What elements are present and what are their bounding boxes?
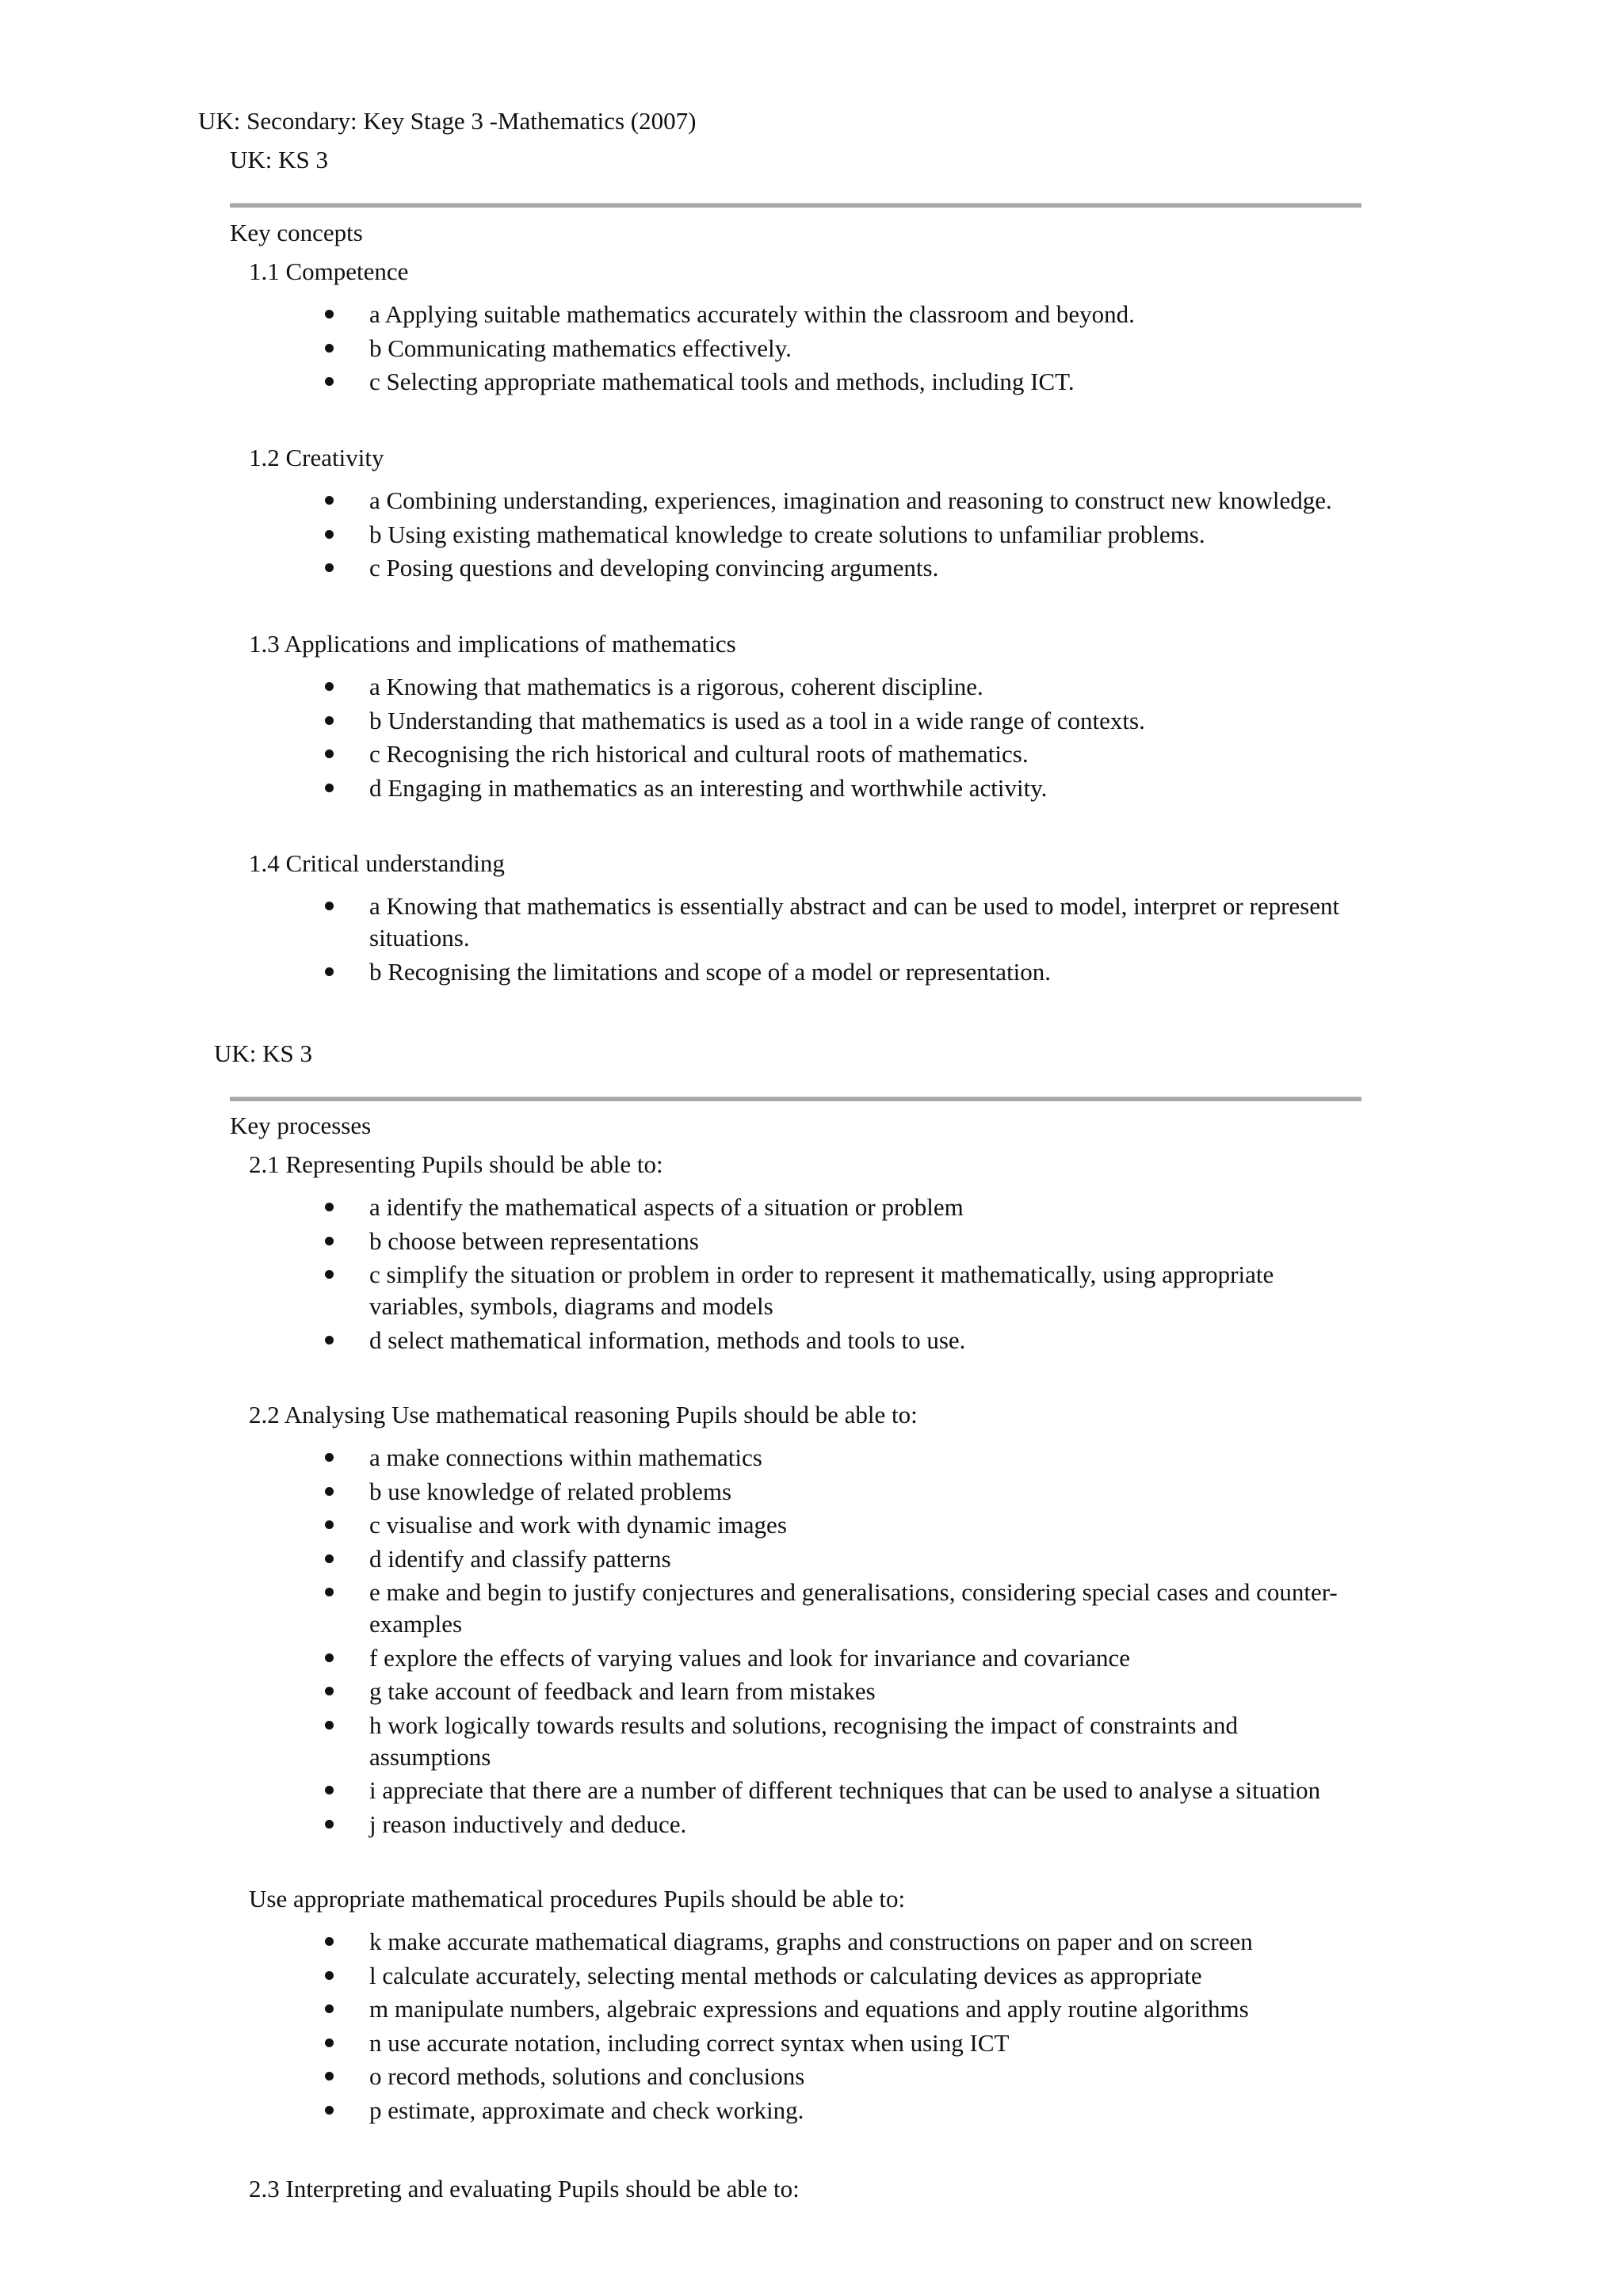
section-title: 1.2 Creativity xyxy=(249,444,384,471)
bullet-icon xyxy=(325,2106,334,2115)
section-title: 1.4 Critical understanding xyxy=(249,849,505,877)
list-item-text: b Recognising the limitations and scope of a model or representation. xyxy=(369,957,1052,986)
list-item-text: f explore the effects of varying values and look for invariance and covariance xyxy=(369,1643,1131,1672)
list-item-text: b use knowledge of related problems xyxy=(369,1477,732,1505)
bullet-icon xyxy=(325,716,334,725)
section-divider xyxy=(230,203,1361,208)
list-item-text: m manipulate numbers, algebraic expressions and equations and apply routine algorithms xyxy=(369,1995,1249,2023)
bullet-icon xyxy=(325,1203,334,1211)
bullet-icon xyxy=(325,1336,334,1344)
bullet-icon xyxy=(325,1653,334,1662)
list-item-text: b choose between representations xyxy=(369,1226,699,1255)
list-item-text: a make connections within mathematics xyxy=(369,1444,762,1471)
list-item-text: n use accurate notation, including correct syntax when using ICT xyxy=(369,2028,1010,2057)
bullet-icon xyxy=(325,1554,334,1563)
list-item-text: c Selecting appropriate mathematical tools and methods, including ICT. xyxy=(369,368,1075,395)
key-concepts-heading: Key concepts xyxy=(230,219,363,246)
bullet-icon xyxy=(325,1820,334,1829)
bullet-icon xyxy=(325,749,334,758)
key-processes-heading: Key processes xyxy=(230,1112,372,1139)
bullet-icon xyxy=(325,902,334,910)
list-item-text: i appreciate that there are a number of different techniques that can be used to analyse a situation xyxy=(369,1776,1321,1804)
list-item-text: a Applying suitable mathematics accurately within the classroom and beyond. xyxy=(369,300,1135,328)
list-item-text: c Posing questions and developing convincing arguments. xyxy=(369,554,939,582)
list-item-text: situations. xyxy=(369,924,470,952)
list-item-text: o record methods, solutions and conclusions xyxy=(369,2062,805,2090)
bullet-icon xyxy=(325,310,334,318)
bullet-icon xyxy=(325,1487,334,1496)
bullet-icon xyxy=(325,1520,334,1529)
list-item-text: b Communicating mathematics effectively. xyxy=(369,334,792,362)
bullet-icon xyxy=(325,1687,334,1695)
list-item-text: b Using existing mathematical knowledge to create solutions to unfamiliar problems. xyxy=(369,520,1205,548)
list-item-text: a Knowing that mathematics is essentially abstract and can be used to model, interpret or represent xyxy=(369,892,1340,920)
bullet-icon xyxy=(325,1588,334,1596)
bullet-icon xyxy=(325,496,334,505)
bullet-icon xyxy=(325,1937,334,1946)
document-title: UK: Secondary: Key Stage 3 -Mathematics (2007) xyxy=(198,107,697,135)
bullet-icon xyxy=(325,1237,334,1245)
list-item-text: l calculate accurately, selecting mental methods or calculating devices as appropriate xyxy=(369,1961,1202,1989)
section-title: 2.2 Analysing Use mathematical reasoning Pupils should be able to: xyxy=(249,1401,918,1428)
section-title: 2.1 Representing Pupils should be able to: xyxy=(249,1150,663,1178)
bullet-icon xyxy=(325,1453,334,1462)
bullet-icon xyxy=(325,1721,334,1730)
list-item-text: p estimate, approximate and check working. xyxy=(369,2096,804,2124)
list-item-text: g take account of feedback and learn from mistakes xyxy=(369,1677,876,1705)
section-title: Use appropriate mathematical procedures Pupils should be able to: xyxy=(249,1885,906,1913)
bullet-icon xyxy=(325,344,334,353)
bullet-icon xyxy=(325,2072,334,2081)
list-item-text: d Engaging in mathematics as an interesting and worthwhile activity. xyxy=(369,773,1048,802)
list-item-text: e make and begin to justify conjectures and generalisations, considering special cases and counter- xyxy=(369,1578,1338,1606)
section-title: 2.3 Interpreting and evaluating Pupils should be able to: xyxy=(249,2175,800,2203)
level-label: UK: KS 3 xyxy=(230,146,329,174)
list-item-text: examples xyxy=(369,1610,463,1638)
bullet-icon xyxy=(325,784,334,792)
list-item-text: d identify and classify patterns xyxy=(369,1544,671,1573)
section-divider xyxy=(230,1097,1361,1101)
bullet-icon xyxy=(325,2039,334,2047)
list-item-text: a Knowing that mathematics is a rigorous, coherent discipline. xyxy=(369,673,983,700)
bullet-icon xyxy=(325,682,334,691)
bullet-icon xyxy=(325,377,334,386)
list-item-text: h work logically towards results and solutions, recognising the impact of constraints and xyxy=(369,1711,1238,1739)
list-item-text: assumptions xyxy=(369,1742,491,1771)
list-item-text: a identify the mathematical aspects of a situation or problem xyxy=(369,1193,964,1221)
list-item-text: variables, symbols, diagrams and models xyxy=(369,1292,773,1320)
bullet-icon xyxy=(325,2004,334,2013)
list-item-text: j reason inductively and deduce. xyxy=(369,1810,687,1838)
list-item-text: c visualise and work with dynamic images xyxy=(369,1511,787,1539)
bullet-icon xyxy=(325,1270,334,1279)
list-item-text: d select mathematical information, methods and tools to use. xyxy=(369,1325,966,1354)
level-label: UK: KS 3 xyxy=(214,1039,313,1067)
bullet-icon xyxy=(325,530,334,539)
list-item-text: b Understanding that mathematics is used as a tool in a wide range of contexts. xyxy=(369,706,1145,734)
section-title: 1.3 Applications and implications of mathematics xyxy=(249,630,736,658)
bullet-icon xyxy=(325,563,334,572)
list-item-text: c simplify the situation or problem in order to represent it mathematically, using appropriate xyxy=(369,1261,1274,1288)
list-item-text: k make accurate mathematical diagrams, graphs and constructions on paper and on screen xyxy=(369,1928,1253,1955)
section-title: 1.1 Competence xyxy=(249,257,409,285)
list-item-text: a Combining understanding, experiences, imagination and reasoning to construct new knowledge. xyxy=(369,486,1332,514)
bullet-icon xyxy=(325,1786,334,1794)
list-item-text: c Recognising the rich historical and cultural roots of mathematics. xyxy=(369,740,1029,768)
bullet-icon xyxy=(325,1971,334,1980)
bullet-icon xyxy=(325,967,334,976)
